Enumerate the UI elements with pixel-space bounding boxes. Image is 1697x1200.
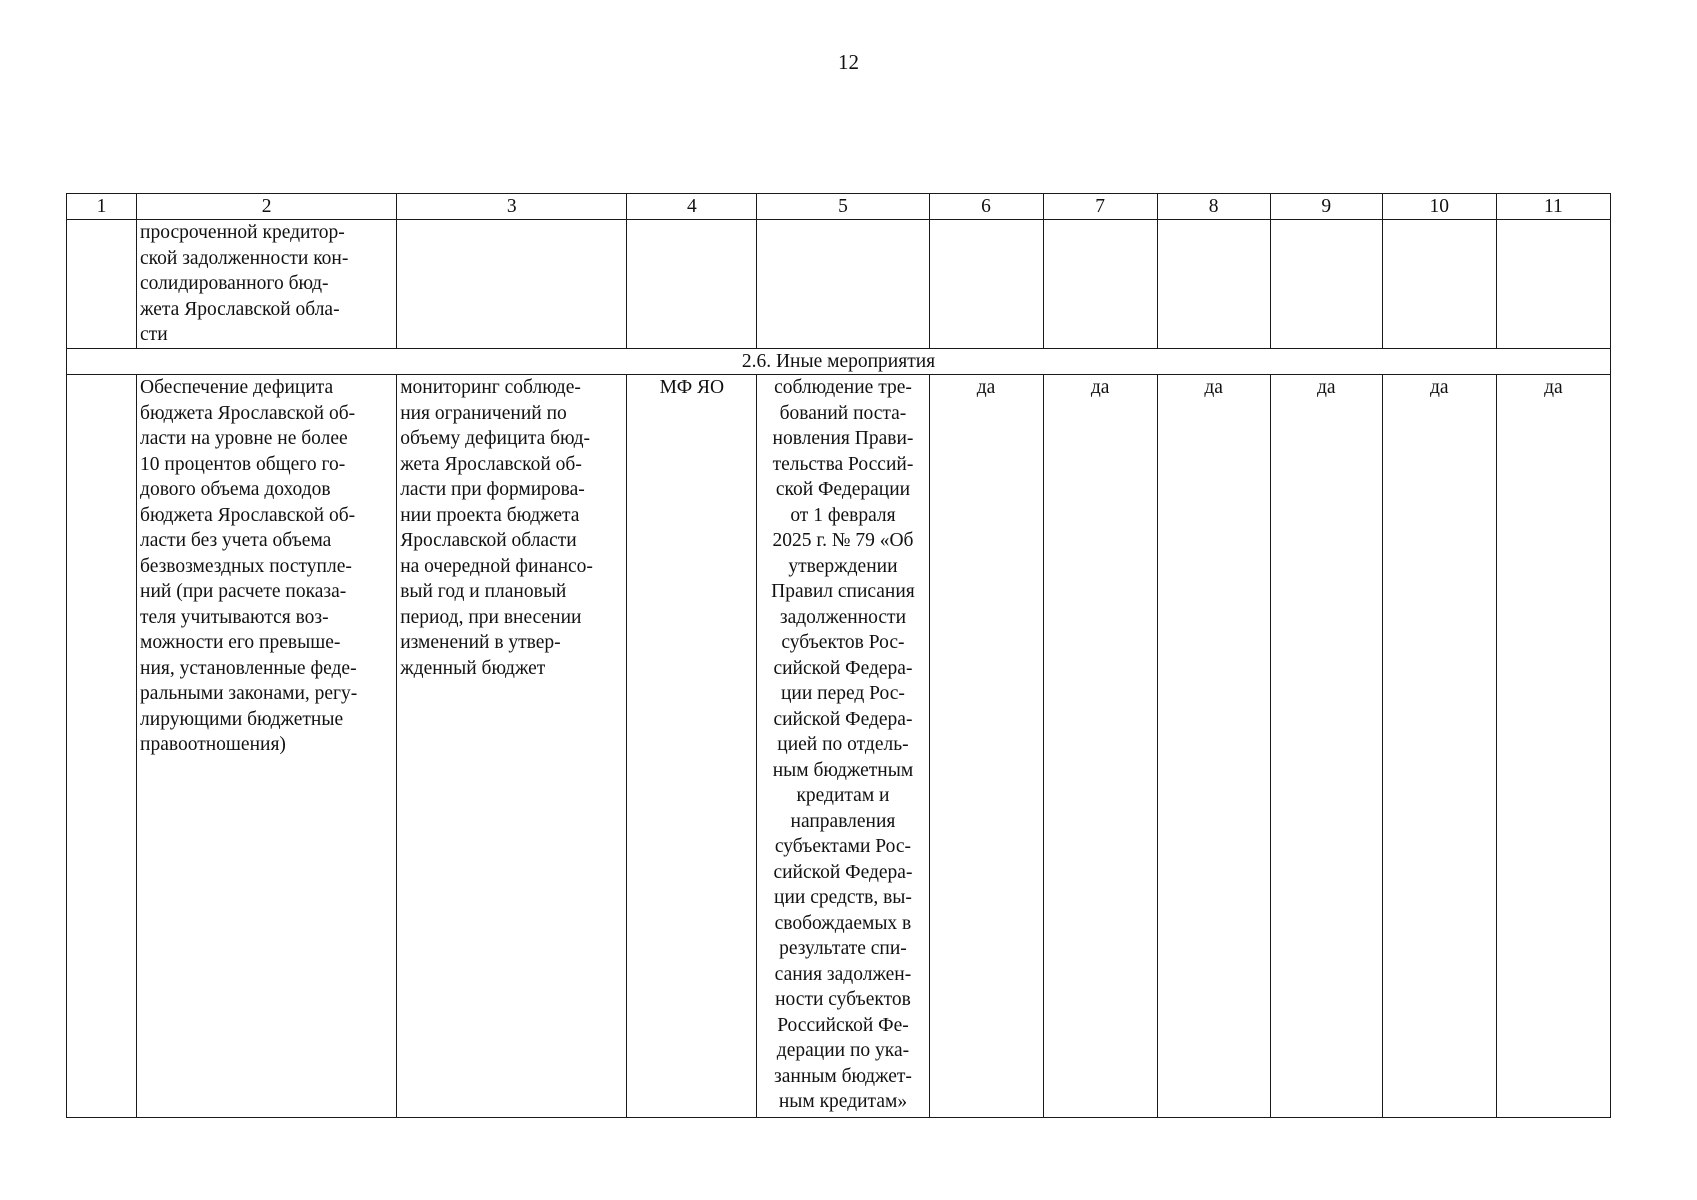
column-number: 9 bbox=[1270, 194, 1382, 220]
column-number-row bbox=[67, 194, 1611, 220]
measures-table bbox=[66, 193, 1611, 1118]
page-number: 12 bbox=[838, 50, 859, 74]
table-row bbox=[67, 375, 1611, 1118]
requirement-text: соблюдение тре- бований поста- новления Прави- тельства Россий- ской Федерации от 1 февраля 2025 г. № 79 «Об утверждении Правил списания задолженности субъектов Рос- сийской Федера- ции перед Рос- сийской Федера- цией по отдель- ным бюджетным кредитам и направления субъектами Рос- сийской Федера- ции средств, вы- свобождаемых в результате спи- сания задолжен- ности субъектов Российской Фе- дерации по ука- занным бюджет- ным кредитам» bbox=[771, 377, 915, 1112]
responsible-cell: МФ ЯО bbox=[627, 375, 757, 1118]
column-number: 2 bbox=[137, 194, 397, 220]
table-cell bbox=[1157, 220, 1270, 349]
table-cell bbox=[929, 220, 1043, 349]
table-cell bbox=[67, 375, 137, 1118]
table-cell bbox=[757, 375, 929, 1118]
value-cell: да bbox=[1270, 375, 1382, 1118]
table-cell bbox=[137, 375, 397, 1118]
column-number: 8 bbox=[1157, 194, 1270, 220]
column-number: 4 bbox=[627, 194, 757, 220]
table-cell bbox=[397, 375, 627, 1118]
column-number: 10 bbox=[1382, 194, 1496, 220]
table-cell bbox=[757, 220, 929, 349]
column-number: 6 bbox=[929, 194, 1043, 220]
table-cell bbox=[1382, 220, 1496, 349]
section-title: 2.6. Иные мероприятия bbox=[67, 349, 1611, 375]
value-cell: да bbox=[929, 375, 1043, 1118]
table-cell bbox=[1496, 220, 1610, 349]
value-cell: да bbox=[1496, 375, 1610, 1118]
indicator-text: Обеспечение дефицита бюджета Ярославской об- ласти на уровне не более 10 процентов общего го- дового объема доходов бюджета Ярославской об- ласти без учета объема безвозмездных поступле- ний (при расчете показа- теля учитываются воз- можности его превыше- ния, установленные феде- ральными законами, регу- лирующими бюджетные правоотношения) bbox=[140, 377, 358, 755]
indicator-text-continued: просроченной кредитор- ской задолженности кон- солидированного бюд- жета Ярославской обла- сти bbox=[140, 222, 349, 345]
table-cell bbox=[1043, 220, 1157, 349]
value-cell: да bbox=[1382, 375, 1496, 1118]
column-number: 5 bbox=[757, 194, 929, 220]
table-cell bbox=[67, 220, 137, 349]
table-cell bbox=[397, 220, 627, 349]
table-cell bbox=[1270, 220, 1382, 349]
value-cell: да bbox=[1043, 375, 1157, 1118]
table-row-continuation bbox=[67, 220, 1611, 349]
value-cell: да bbox=[1157, 375, 1270, 1118]
column-number: 7 bbox=[1043, 194, 1157, 220]
column-number: 1 bbox=[67, 194, 137, 220]
column-number: 11 bbox=[1496, 194, 1610, 220]
measure-text: мониторинг соблюде- ния ограничений по объему дефицита бюд- жета Ярославской об- ласти при формирова- нии проекта бюджета Ярославской области на очередной финансо- вый год и плановый период, при внесении изменений в утвер- жденный бюджет bbox=[400, 377, 593, 679]
table-cell bbox=[627, 220, 757, 349]
table-cell bbox=[137, 220, 397, 349]
column-number: 3 bbox=[397, 194, 627, 220]
section-row bbox=[67, 349, 1611, 375]
